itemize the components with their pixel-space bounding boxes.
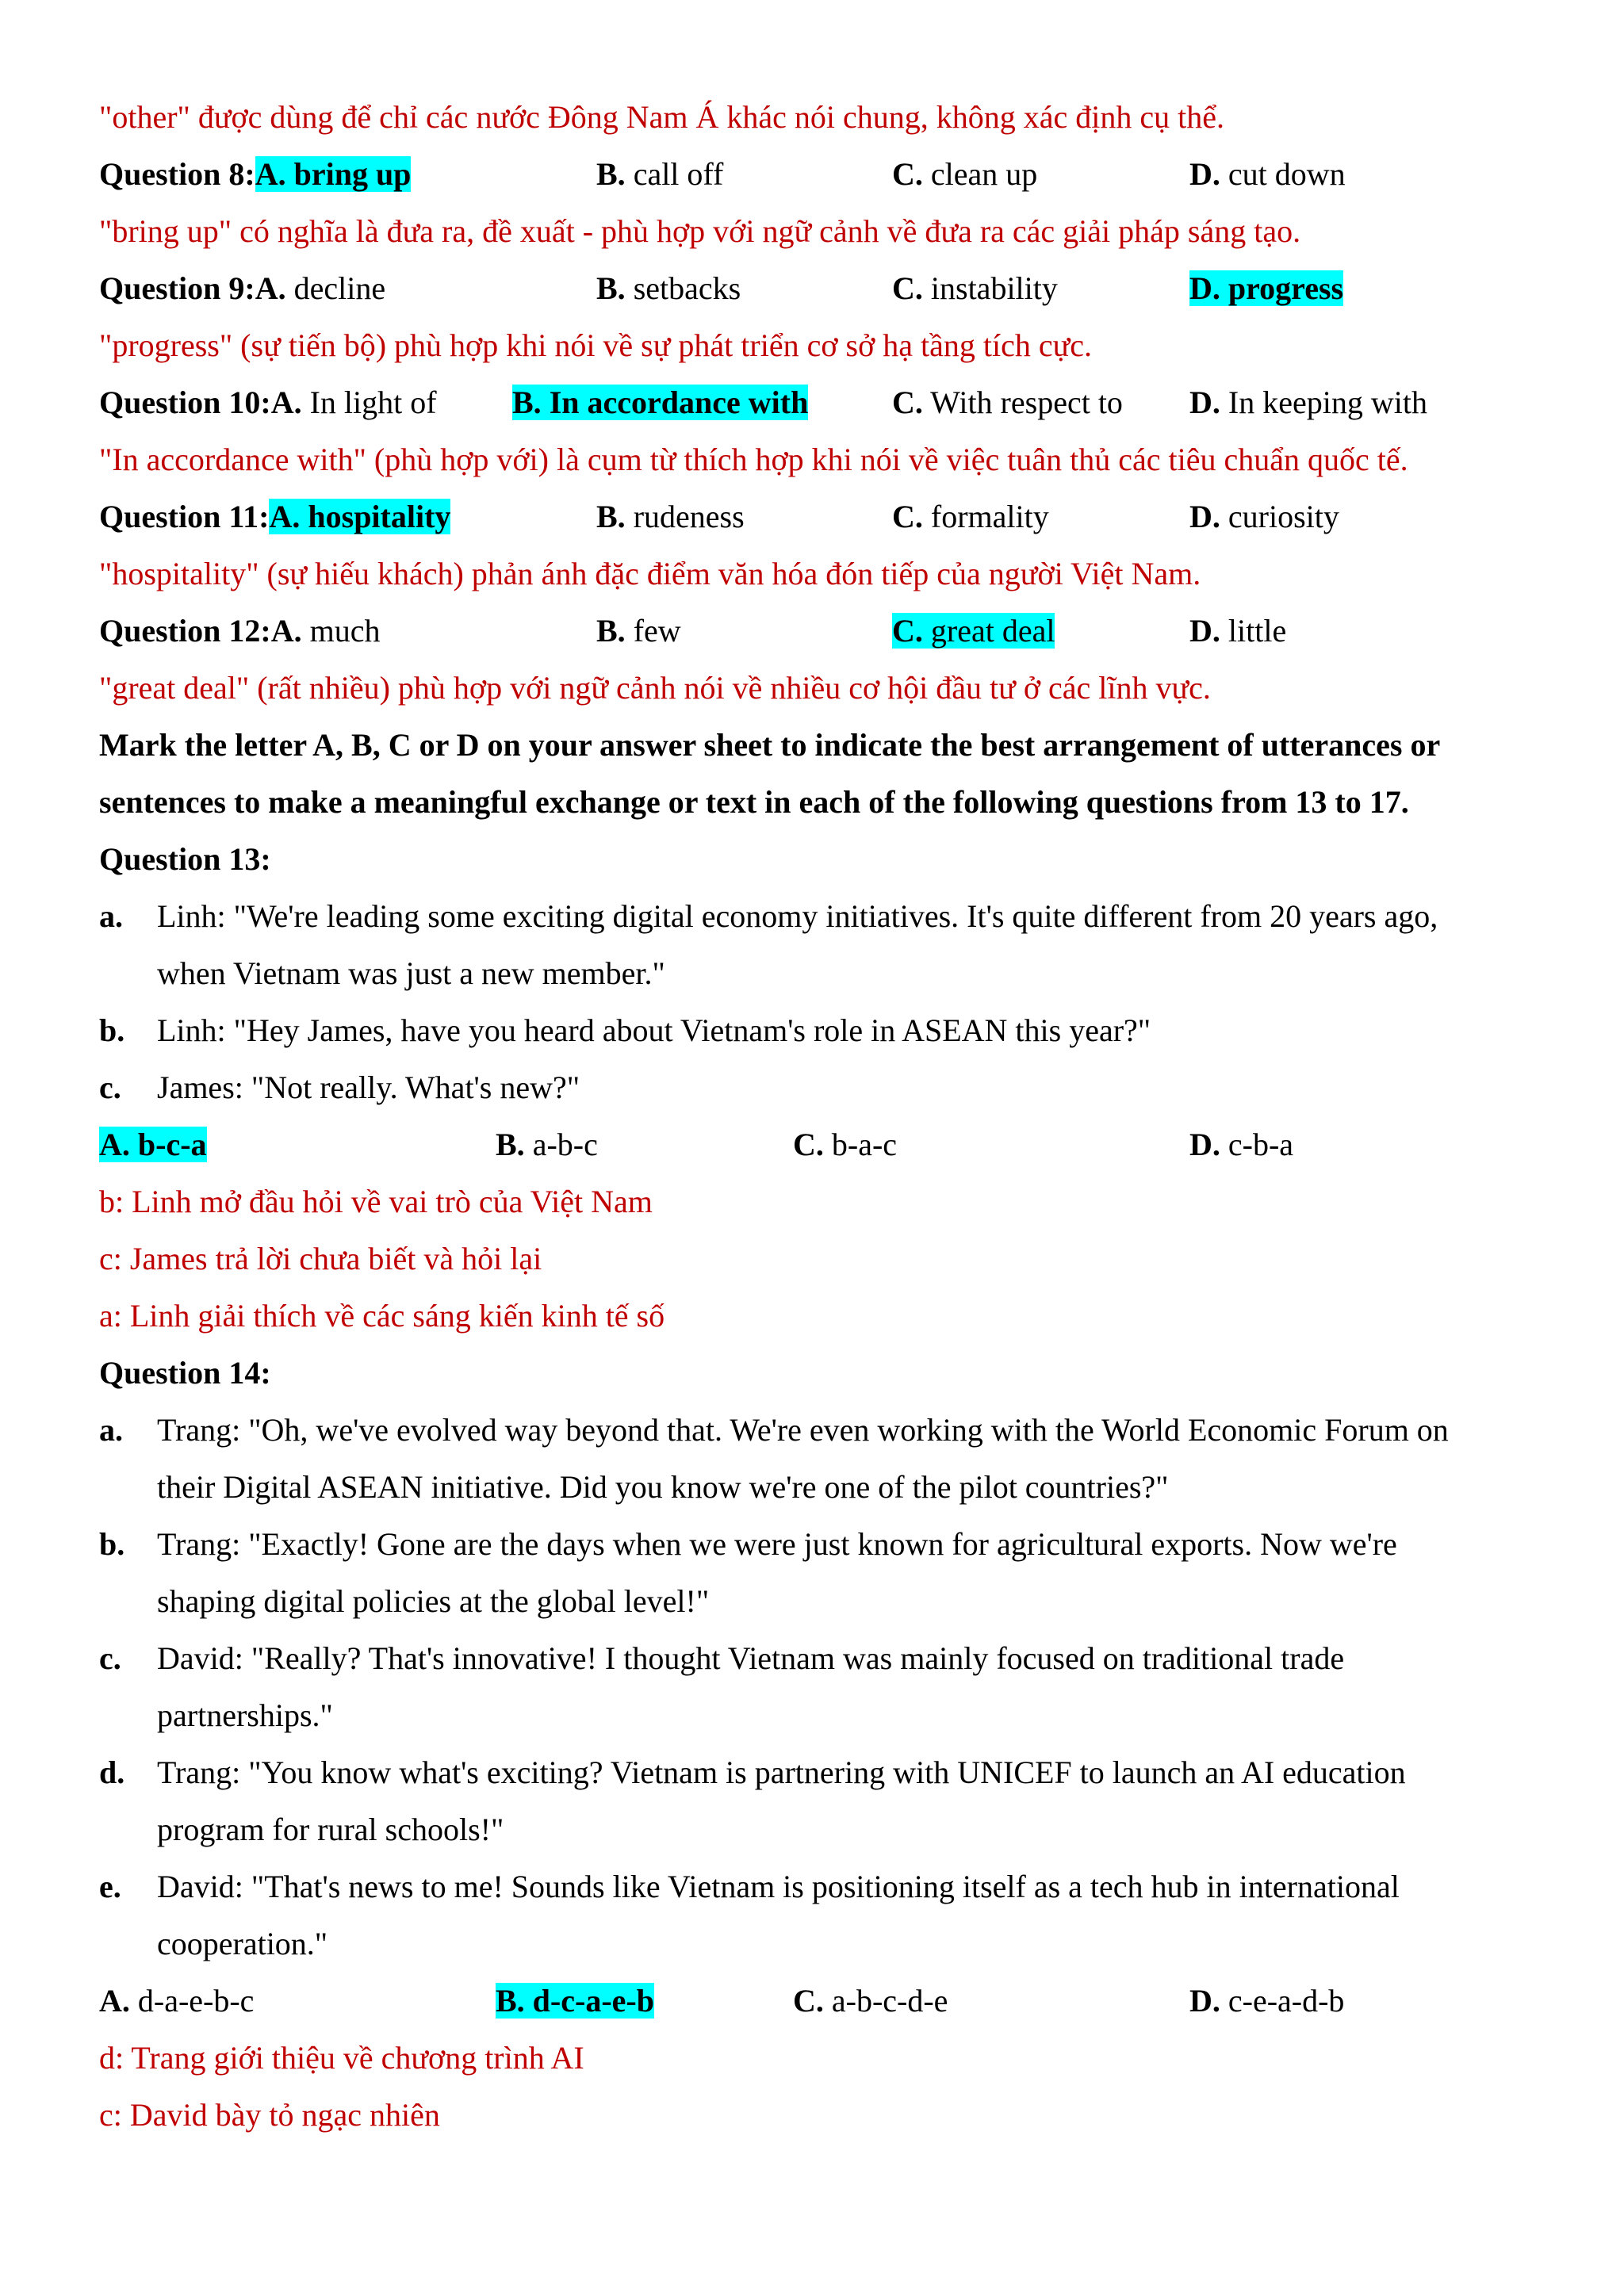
explanation-note: a: Linh giải thích về các sáng kiến kinh tế số [99,1298,665,1334]
option-d: D. In keeping with [1189,385,1427,420]
option-d: D. cut down [1189,156,1346,192]
option-c [892,607,1055,655]
option-d: D. little [1189,613,1287,649]
option-b: B. call off [596,156,724,192]
answer-highlight: A. hospitality [269,499,451,534]
option-c: C. a-b-c-d-e [793,1983,948,2019]
explanation-note: "other" được dùng để chỉ các nước Đông Nam Á khác nói chung, không xác định cụ thể. [99,99,1225,135]
question-11-label: Question 11: [99,499,270,534]
question-10-label: Question 10: [99,385,271,420]
option-b: B. rudeness [596,499,745,534]
explanation-note: "progress" (sự tiến bộ) phù hợp khi nói về sự phát triển cơ sở hạ tầng tích cực. [99,327,1093,363]
explanation-note: "great deal" (rất nhiều) phù hợp với ngữ cảnh nói về nhiều cơ hội đầu tư ở các lĩnh vực. [99,670,1211,706]
answer-highlight: B. d-c-a-e-b [496,1983,654,2019]
answer-highlight: A. bring up [255,156,412,192]
question-13-label: Question 13: [99,841,271,877]
option-d: D. curiosity [1189,499,1339,534]
explanation-note: c: James trả lời chưa biết và hỏi lại [99,1241,542,1276]
answer-highlight: C. great deal [892,613,1055,649]
option-a: A. d-a-e-b-c [99,1983,255,2019]
question-14-label: Question 14: [99,1355,271,1391]
option-b [512,379,808,427]
question-8-label: Question 8: [99,156,255,192]
option-b: B. few [596,613,681,649]
explanation-note: "hospitality" (sự hiếu khách) phản ánh đặc điểm văn hóa đón tiếp của người Việt Nam. [99,556,1201,591]
answer-highlight: B. In accordance with [512,385,809,420]
option-c: C. With respect to [892,385,1123,420]
option-c: C. instability [892,270,1058,306]
question-12-label: Question 12: [99,613,271,649]
option-b: B. setbacks [596,270,741,306]
option-d: D. c-b-a [1189,1127,1294,1162]
option-b: B. a-b-c [496,1127,598,1162]
section-instruction: Mark the letter A, B, C or D on your answer sheet to indicate the best arrangement of utterances or [99,727,1441,763]
explanation-note: "bring up" có nghĩa là đưa ra, đề xuất - phù hợp với ngữ cảnh về đưa ra các giải pháp sáng tạo. [99,213,1301,249]
option-d [1189,265,1343,312]
option-d: D. c-e-a-d-b [1189,1983,1345,2019]
explanation-note: d: Trang giới thiệu về chương trình AI [99,2040,584,2076]
answer-highlight: A. b-c-a [99,1127,207,1162]
explanation-note: c: David bày tỏ ngạc nhiên [99,2097,440,2133]
option-c: C. formality [892,499,1049,534]
section-instruction: sentences to make a meaningful exchange or text in each of the following questions from 13 to 17. [99,784,1409,820]
question-9-label: Question 9: [99,270,255,306]
option-c: C. b-a-c [793,1127,898,1162]
explanation-note: "In accordance with" (phù hợp với) là cụm từ thích hợp khi nói về việc tuân thủ các tiêu chuẩn quốc tế. [99,442,1408,477]
document-page: "other" được dùng để chỉ các nước Đông Nam Á khác nói chung, không xác định cụ thể. Question 8:A. bring up B. call off C. clean up D. cut down "bring up" có nghĩa là đưa ra, đề xuất - phù hợp với ngữ cảnh về đưa ra các giải pháp sáng tạo. Question 9:A. decline B. setbacks C. instability D. progress "progress" (sự tiến bộ) phù hợp khi nói về sự phát triển cơ sở hạ tầng tích cực. Question 10:A. In light of B. In accordance with C. With respect to D. In keeping with "In accordance with" (phù hợp với) là cụm từ thích hợp khi nói về việc tuân thủ các tiêu chuẩn quốc tế. Question 11:A. hospitality B. rudeness C. formality D. curiosity "hospitality" (sự hiếu khách) phản ánh đặc điểm văn hóa đón tiếp của người Việt Nam. Question 12:A. much B. few C. great deal D. little "great deal" (rất nhiều) phù hợp với ngữ cảnh nói về nhiều cơ hội đầu tư ở các lĩnh vực. Mark the letter A, B, C or D on your answer sheet to indicate the best arrangement of utterances or sentences to make a meaningful exchange or text in each of the following questions from 13 to 17. Question 13: a. Linh: "We're leading some exciting digital economy initiatives. It's quite different from 20 years ago, when Vietnam was just a new member." b. Linh: "Hey James, have you heard about Vietnam's role in ASEAN this year?" c. James: "Not really. What's new?" A. b-c-a B. a-b-c C. b-a-c D. c-b-a b: Linh mở đầu hỏi về vai trò của Việt Nam c: James trả lời chưa biết và hỏi lại a: Linh giải thích về các sáng kiến kinh tế số Question 14: a. Trang: "Oh, we've evolved way beyond that. We're even working with the World Economic Forum on their Digital ASEAN initiative. Did you know we're one of the pilot countries?" b. Trang: "Exactly! Gone are the days when we were just known for agricultural exports. Now we're shaping digital policies at the global level!" c. David: "Really? That's innovative! I thought Vietnam was mainly focused on traditional trade partnerships." d. Trang: "You know what's exciting? Vietnam is partnering with UNICEF to launch an AI education program for rural schools!" e. David: "That's news to me! Sounds like Vietnam is positioning itself as a tech hub in international cooperation." A. d-a-e-b-c B. d-c-a-e-b C. a-b-c-d-e D. c-e-a-d-b d: Trang giới thiệu về chương trình AI c: David bày tỏ ngạc nhiên [0,0,1624,2296]
explanation-note: b: Linh mở đầu hỏi về vai trò của Việt Nam [99,1184,653,1219]
option-c: C. clean up [892,156,1038,192]
answer-highlight: D. progress [1189,270,1344,306]
